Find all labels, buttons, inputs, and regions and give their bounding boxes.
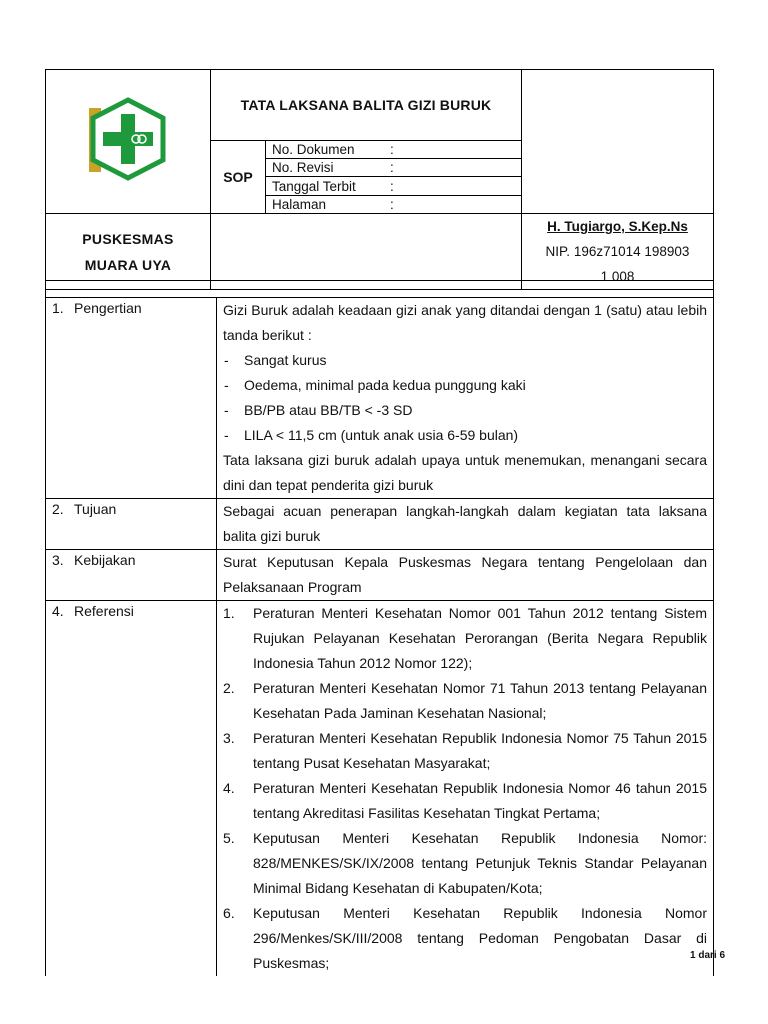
signer-nip-cont: 1 008 (600, 269, 635, 284)
stamp-area (522, 70, 714, 214)
content-kebijakan: Surat Keputusan Kepala Puskesmas Negara tentang Pengelolaan dan Pelaksanaan Program (217, 550, 714, 601)
content-referensi (217, 601, 714, 977)
reference-list (223, 601, 707, 976)
logo-cell (46, 70, 211, 214)
puskesmas-cross-logo-icon (85, 96, 171, 182)
list-item: - Sangat kurus (223, 348, 707, 373)
row-pengertian (46, 298, 714, 499)
row-tujuan (46, 499, 714, 550)
sop-label: SOP (211, 141, 266, 213)
empty-middle-cell (211, 214, 522, 290)
label-referensi: 4. Referensi (46, 601, 217, 977)
row-kebijakan (46, 550, 714, 601)
list-item: 2. Peraturan Menteri Kesehatan Nomor 71 Tahun 2013 tentang Pelayanan Kesehatan Pada Jaminan Kesehatan Nasional; (223, 680, 707, 721)
signer-block (522, 214, 714, 290)
meta-tanggal-terbit: Tanggal Terbit : (266, 177, 522, 195)
list-item: - Oedema, minimal pada kedua punggung kaki (223, 373, 707, 398)
sop-meta-cell (211, 141, 522, 214)
list-item: 5. Keputusan Menteri Kesehatan Republik Indonesia Nomor: 828/MENKES/SK/IX/2008 tentang Petunjuk Teknis Standar Pelayanan Minimal Bidang Kesehatan di Kabupaten/Kota; (223, 830, 707, 896)
meta-no-revisi: No. Revisi : (266, 159, 522, 177)
list-item: 4. Peraturan Menteri Kesehatan Republik Indonesia Nomor 46 tahun 2015 tentang Akreditasi Fasilitas Kesehatan Tingkat Pertama; (223, 780, 707, 821)
row-referensi (46, 601, 714, 977)
list-item: - BB/PB atau BB/TB < -3 SD (223, 398, 707, 423)
label-pengertian: 1. Pengertian (46, 298, 217, 499)
signer-nip: NIP. 196z71014 198903 (545, 244, 690, 259)
meta-halaman: Halaman : (272, 196, 394, 212)
signer-name: H. Tugiargo, S.Kep.Ns (547, 219, 688, 234)
list-item: - LILA < 11,5 cm (untuk anak usia 6-59 bulan) (223, 423, 707, 448)
organization-name: PUSKESMAS MUARA UYA (46, 214, 211, 290)
label-kebijakan: 3. Kebijakan (46, 550, 217, 601)
list-item: 1. Peraturan Menteri Kesehatan Nomor 001 Tahun 2012 tentang Sistem Rujukan Pelayanan Kesehatan Perorangan (Berita Negara Republik Indonesia Tahun 2012 Nomor 122); (223, 605, 707, 671)
list-item: 3. Peraturan Menteri Kesehatan Republik Indonesia Nomor 75 Tahun 2015 tentang Pusat Kesehatan Masyarakat; (223, 730, 707, 771)
spacer-row (46, 281, 714, 298)
sop-header-table (45, 69, 714, 290)
sign-list (223, 348, 707, 448)
label-tujuan: 2. Tujuan (46, 499, 217, 550)
list-item: 6. Keputusan Menteri Kesehatan Republik Indonesia Nomor 296/Menkes/SK/III/2008 tentang Pedoman Pengobatan Dasar di Puskesmas; (223, 905, 707, 971)
meta-no-dokumen: No. Dokumen : (266, 141, 522, 159)
content-pengertian: Gizi Buruk adalah keadaan gizi anak yang ditandai dengan 1 (satu) atau lebih tanda berikut : - Sangat kurus - Oedema, minimal pada kedua punggung kaki - BB/PB atau BB/TB < -3 SD - LILA < 11,5 cm (untuk anak usia 6-59 bulan) Tata laksana gizi buruk adalah upaya untuk menemukan, menangani secara dini dan tepat penderita gizi buruk (217, 298, 714, 499)
content-tujuan: Sebagai acuan penerapan langkah-langkah dalam kegiatan tata laksana balita gizi buruk (217, 499, 714, 550)
sop-meta-table (211, 141, 521, 213)
page-number: 1 dari 6 (690, 950, 726, 961)
sop-body-table (45, 280, 714, 976)
document-title: TATA LAKSANA BALITA GIZI BURUK (211, 70, 522, 141)
